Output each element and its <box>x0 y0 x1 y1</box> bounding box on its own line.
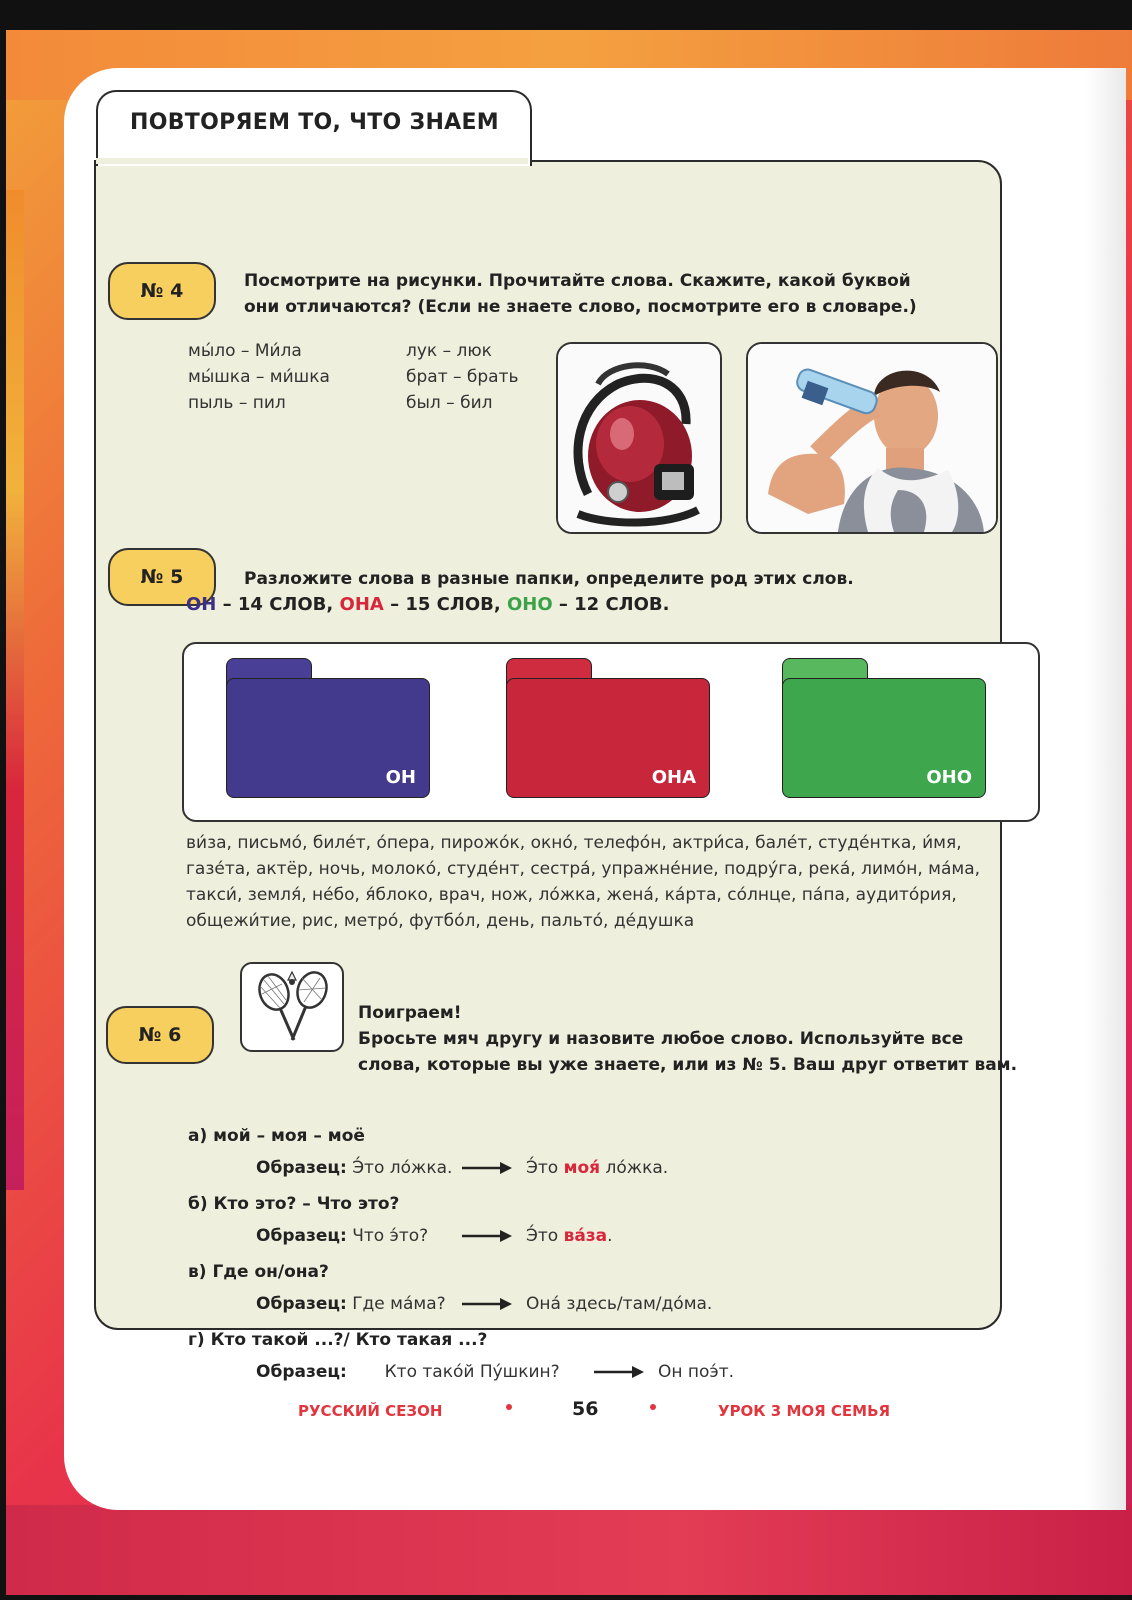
folder-label: ОНО <box>926 767 972 788</box>
folder-ono[interactable] <box>782 658 986 798</box>
man-drinking-water-image <box>746 342 998 534</box>
item-d-head: г) Кто такой ...?/ Кто такая ...? <box>188 1330 488 1350</box>
word-pair: лук – люк <box>406 341 492 361</box>
gender-word-counts: ОН – 14 СЛОВ, ОНА – 15 СЛОВ, ОНО – 12 СЛОВ. <box>186 594 670 615</box>
arrow-right-icon <box>594 1364 644 1380</box>
item-a-head: а) мой – моя – моё <box>188 1126 365 1146</box>
item-d-sample: Образец: Кто тако́й Пу́шкин? <box>256 1362 560 1382</box>
word-pair: был – бил <box>406 393 493 413</box>
exercise-5-word-list: ви́за, письмо́, биле́т, о́пера, пирожо́к, окно́, телефо́н, актри́са, бале́т, студе́нтка, и́мя, газе́та, актёр, ночь, молоко́, студе́нт, сестра́, упражне́ние, подру́га, река́, лимо́н, ма́ма, такси́, земля́, не́бо, я́блоко, врач, нож, ло́жка, жена́, ка́рта, со́лнце, па́па, аудито́рия, общежи́тие, рис, метро́, футбо́л, день, пальто́, де́душка <box>186 833 981 931</box>
exercise-6-instruction: Поиграем! Бросьте мяч другу и назовите любое слово. Используйте все слова, которые вы уже знаете, или из № 5. Ваш друг ответит вам. <box>358 1003 1018 1075</box>
badminton-icon <box>240 962 344 1052</box>
vacuum-cleaner-image <box>556 342 722 534</box>
item-c-sample: Образец: Где ма́ма? <box>256 1294 446 1314</box>
exercise-4-instruction: Посмотрите на рисунки. Прочитайте слова. Скажите, какой буквой они отличаются? (Если не знаете слово, посмотрите его в словаре.) <box>244 271 917 317</box>
arrow-right-icon <box>462 1160 512 1176</box>
folder-label: ОНА <box>651 767 696 788</box>
left-color-stripe <box>6 190 24 1190</box>
page-fold-shadow <box>1086 68 1126 1510</box>
exercise-4-badge: № 4 <box>108 262 216 320</box>
exercise-5-badge: № 5 <box>108 548 216 606</box>
word-pair: мы́ло – Ми́ла <box>188 341 302 361</box>
exercise-4-word-column-1 <box>188 338 330 416</box>
item-a-answer: Э́то моя́ ло́жка. <box>526 1158 669 1178</box>
arrow-right-icon <box>462 1296 512 1312</box>
footer-book-title: РУССКИЙ СЕЗОН <box>298 1402 443 1420</box>
footer-lesson-title: УРОК 3 МОЯ СЕМЬЯ <box>718 1402 891 1420</box>
item-a-sample: Образец: Э́то ло́жка. <box>256 1158 453 1178</box>
tab-panel-join <box>96 158 528 164</box>
folder-on[interactable] <box>226 658 430 798</box>
page-number: 56 <box>572 1398 599 1420</box>
folder-ona[interactable] <box>506 658 710 798</box>
word-pair: пыль – пил <box>188 393 286 413</box>
arrow-right-icon <box>462 1228 512 1244</box>
man-drinking-icon <box>748 344 996 532</box>
exercise-6-badge: № 6 <box>106 1006 214 1064</box>
item-c-answer: Она́ здесь/там/до́ма. <box>526 1294 713 1314</box>
count-ona-label: ОНА <box>339 594 384 615</box>
section-tab <box>96 90 532 166</box>
item-c-head: в) Где он/она? <box>188 1262 329 1282</box>
rackets-icon <box>242 964 342 1050</box>
item-b-answer: Э́то ва́за. <box>526 1226 613 1246</box>
footer-dot <box>650 1404 656 1410</box>
count-on-label: ОН <box>186 594 217 615</box>
exercise-4-word-column-2 <box>406 338 519 416</box>
count-ono-label: ОНО <box>506 594 553 615</box>
section-title: ПОВТОРЯЕМ ТО, ЧТО ЗНАЕМ <box>130 110 499 135</box>
footer-dot <box>506 1404 512 1410</box>
folders-box <box>182 642 1040 822</box>
folder-label: ОН <box>385 767 416 788</box>
word-pair: брат – брать <box>406 367 519 387</box>
item-d-answer: Он поэ́т. <box>658 1362 735 1382</box>
item-b-sample: Образец: Что э́то? <box>256 1226 429 1246</box>
word-pair: мы́шка – ми́шка <box>188 367 330 387</box>
item-b-head: б) Кто это? – Что это? <box>188 1194 400 1214</box>
vacuum-cleaner-icon <box>558 344 720 532</box>
exercise-5-instruction: Разложите слова в разные папки, определите род этих слов. <box>244 569 854 589</box>
